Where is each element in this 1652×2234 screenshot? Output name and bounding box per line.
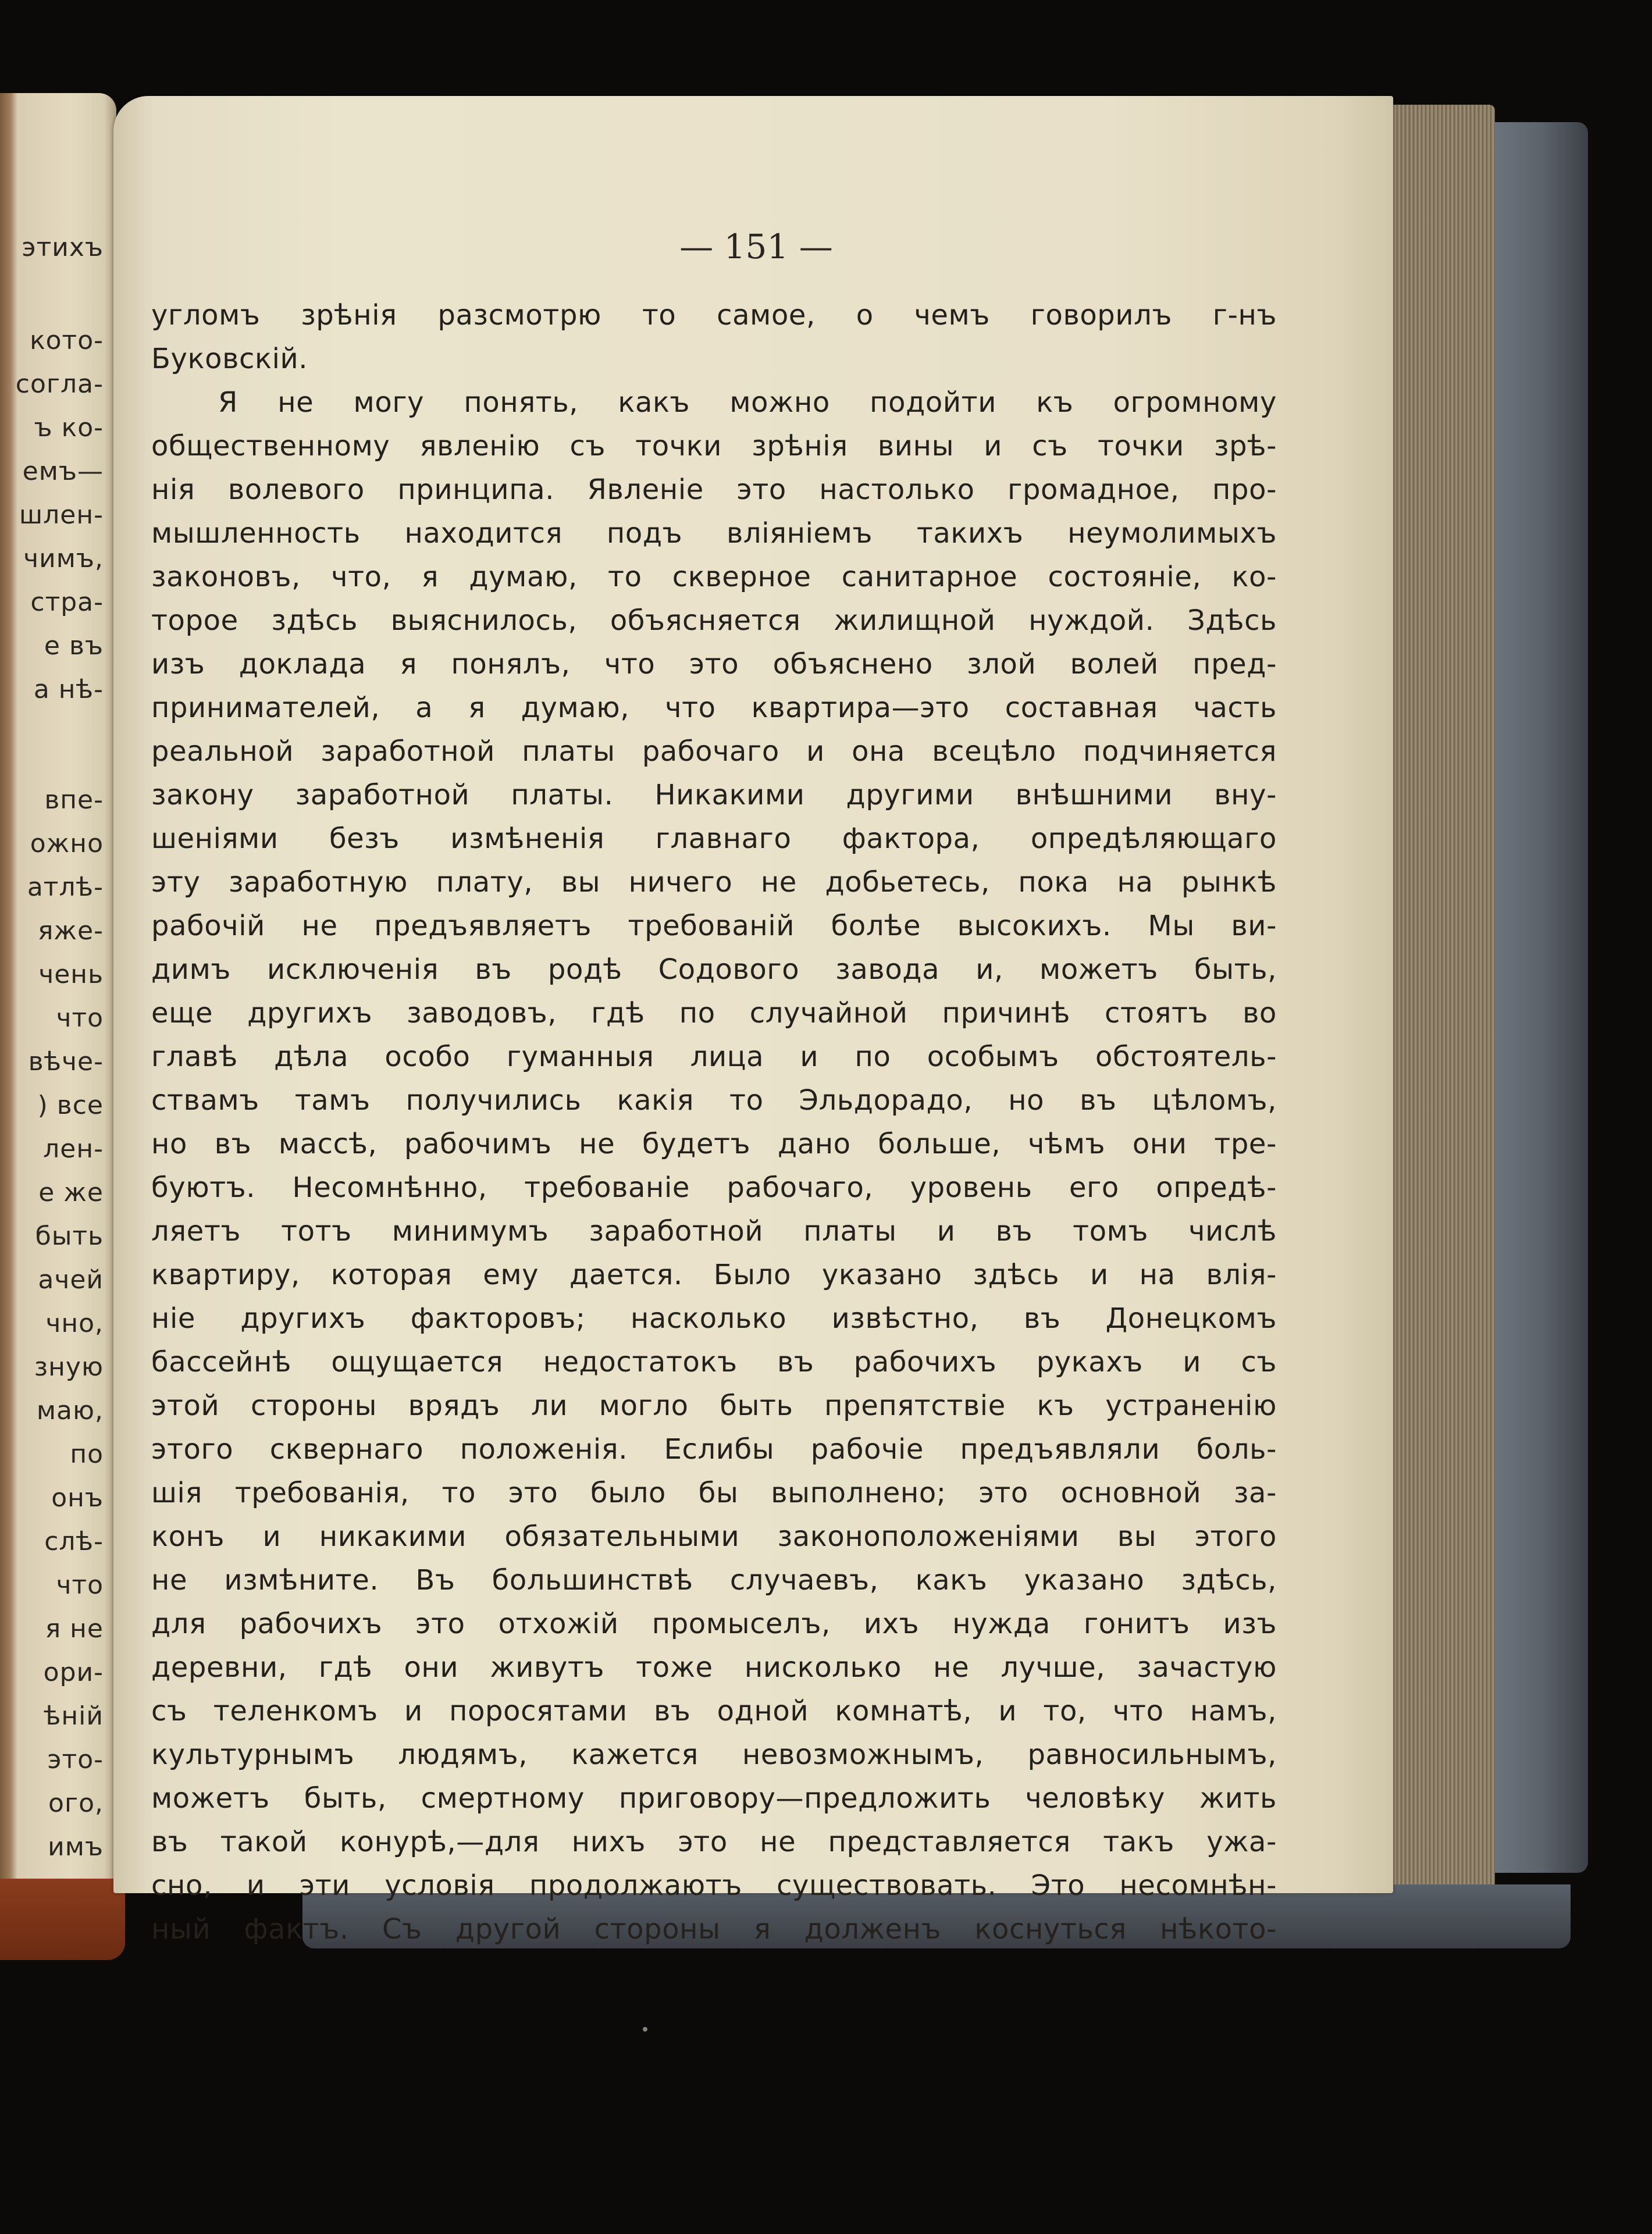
text-line: можетъ быть, смертному приговору—предложить человѣку жить [151,1782,1277,1815]
text-line: буютъ. Несомнѣнно, требованіе рабочаго, уровень его опредѣ- [151,1171,1277,1204]
text-line: этого сквернаго положенія. Еслибы рабочіе предъявляли боль- [151,1433,1277,1466]
left-page-fragment: кото- [30,326,104,355]
text-line: бассейнѣ ощущается недостатокъ въ рабочихъ рукахъ и съ [151,1346,1277,1378]
text-line: ный фактъ. Съ другой стороны я долженъ коснуться нѣкото- [151,1913,1277,1946]
page-number: — 151 — [679,227,833,266]
left-page-fragment: зную [34,1352,104,1382]
left-page-fragment: ори- [43,1658,104,1687]
left-page-fragment: лен- [43,1134,104,1164]
main-page [113,96,1393,1946]
left-page-fragment: что [56,1003,104,1033]
text-line: принимателей, а я думаю, что квартира—это составная часть [151,692,1277,724]
paper-speck [643,2027,647,2032]
text-line: сно, и эти условія продолжаютъ существовать. Это несомнѣн- [151,1869,1277,1902]
left-page-fragment: вѣче- [28,1047,104,1077]
text-line: димъ исключенія въ родѣ Содового завода и, можетъ быть, [151,953,1277,986]
left-page-fragment: чно, [45,1309,104,1338]
left-page-fragment: имъ [48,1832,104,1862]
left-book-edge [0,1879,125,1960]
text-line: изъ доклада я понялъ, что это объяснено злой волей пред- [151,648,1277,680]
left-page-fragment: яже- [37,916,104,946]
left-page-fragment: атлѣ- [27,872,104,902]
left-page-fragment: е въ [44,631,104,661]
text-line: для рабочихъ это отхожій промыселъ, ихъ нужда гонитъ изъ [151,1608,1277,1640]
text-line: угломъ зрѣнія разсмотрю то самое, о чемъ говорилъ г-нъ [151,299,1277,332]
text-line: не измѣните. Въ большинствѣ случаевъ, какъ указано здѣсь, [151,1564,1277,1597]
left-page-fragment: ѣній [43,1701,104,1731]
text-line: конъ и никакими обязательными законоположеніями вы этого [151,1520,1277,1553]
text-line: культурнымъ людямъ, кажется невозможнымъ, равносильнымъ, [151,1738,1277,1771]
text-line: законовъ, что, я думаю, то скверное санитарное состояніе, ко- [151,561,1277,593]
left-page-fragment: ъ ко- [34,413,104,443]
text-line: ствамъ тамъ получились какія то Эльдорадо, но въ цѣломъ, [151,1084,1277,1117]
left-page-fragment: это- [47,1745,104,1775]
left-page [0,93,116,1943]
text-line: рабочій не предъявляетъ требованій болѣе высокихъ. Мы ви- [151,910,1277,942]
text-line: еще другихъ заводовъ, гдѣ по случайной причинѣ стоятъ во [151,997,1277,1029]
left-page-fragment: слѣ- [44,1527,104,1556]
text-line: этой стороны врядъ ли могло быть препятствіе къ устраненію [151,1389,1277,1422]
text-block [151,294,1277,1951]
left-page-fragment: что [56,1570,104,1600]
text-line: общественному явленію съ точки зрѣнія вины и съ точки зрѣ- [151,430,1277,462]
text-line: ніе другихъ факторовъ; насколько извѣстно, въ Донецкомъ [151,1302,1277,1335]
text-line: квартиру, которая ему дается. Было указано здѣсь и на влія- [151,1259,1277,1291]
text-line: Буковскій. [151,343,308,375]
text-line: торое здѣсь выяснилось, объясняется жилищной нуждой. Здѣсь [151,604,1277,637]
left-page-fragment: ого, [48,1788,104,1818]
left-page-fragment: емъ— [22,457,104,486]
text-line: мышленность находится подъ вліяніемъ такихъ неумолимыхъ [151,517,1277,550]
text-line: нія волевого принципа. Явленіе это настолько громадное, про- [151,473,1277,506]
left-page-fragment: я не [45,1614,104,1644]
left-page-fragment: чень [38,960,104,989]
page-edges [1384,105,1495,1896]
left-page-fragment: онъ [51,1483,104,1513]
left-page-fragment: е же [38,1178,104,1207]
left-page-fragment: ожно [30,829,104,858]
text-line: деревни, гдѣ они живутъ тоже нисколько не лучше, зачастую [151,1651,1277,1684]
left-page-fragment: а нѣ- [33,675,104,704]
text-line: въ такой конурѣ,—для нихъ это не представляется такъ ужа- [151,1826,1277,1858]
text-line: закону заработной платы. Никакими другими внѣшними вну- [151,779,1277,811]
left-page-fragment: по [70,1440,104,1469]
left-page-fragment: стра- [30,587,104,617]
text-line: главѣ дѣла особо гуманныя лица и по особымъ обстоятель- [151,1041,1277,1073]
left-page-fragment: впе- [44,785,104,815]
text-line: но въ массѣ, рабочимъ не будетъ дано больше, чѣмъ они тре- [151,1128,1277,1160]
left-page-fragment: чимъ, [23,544,104,573]
text-line: ляетъ тотъ минимумъ заработной платы и въ томъ числѣ [151,1215,1277,1248]
left-page-fragment: согла- [15,369,104,399]
text-line: Я не могу понять, какъ можно подойти къ огромному [218,386,1277,419]
left-page-fragment: этихъ [22,233,104,262]
left-page-fragment: маю, [36,1396,104,1426]
left-page-fragment: ачей [38,1265,104,1295]
text-line: съ теленкомъ и поросятами въ одной комнатѣ, и то, что намъ, [151,1695,1277,1727]
text-line: эту заработную плату, вы ничего не добьетесь, пока на рынкѣ [151,866,1277,899]
left-page-fragment: шлен- [19,500,104,530]
left-page-fragment: ) все [37,1091,104,1120]
text-line: шеніями безъ измѣненія главнаго фактора, опредѣляющаго [151,822,1277,855]
left-page-fragment: быть [35,1221,104,1251]
text-line: шія требованія, то это было бы выполнено; это основной за- [151,1477,1277,1509]
text-line: реальной заработной платы рабочаго и она всецѣло подчиняется [151,735,1277,768]
